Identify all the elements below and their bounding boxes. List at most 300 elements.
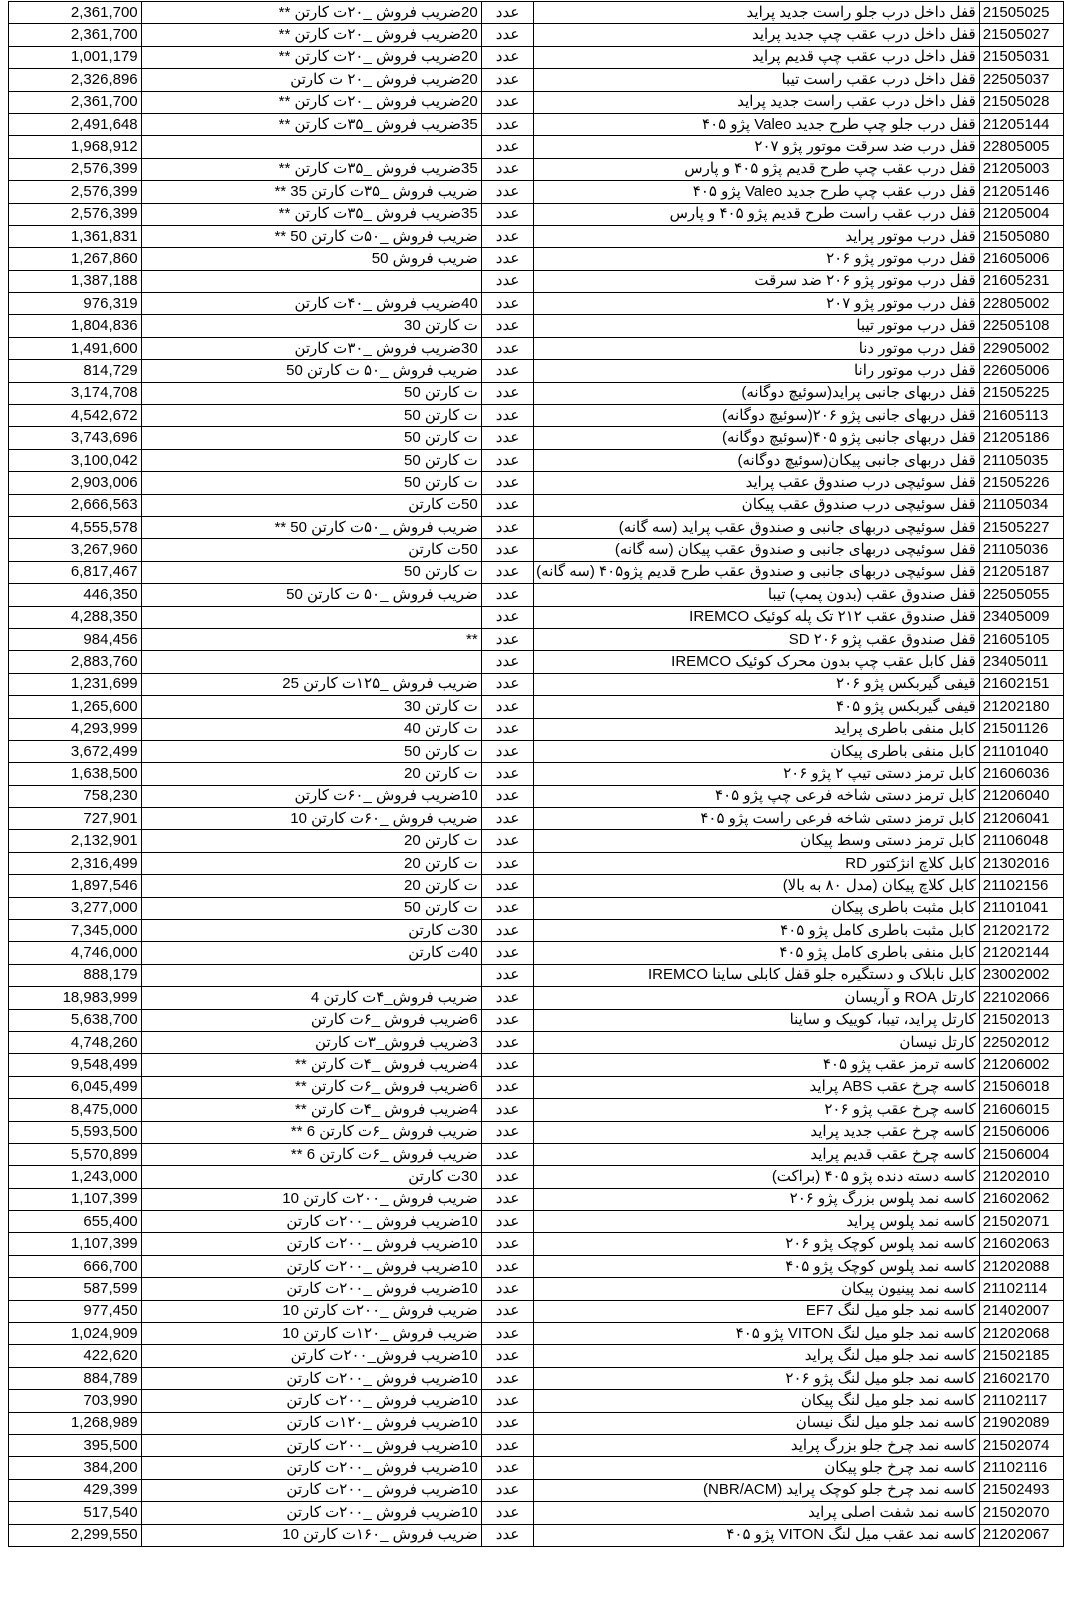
item-code-cell: 21602170 (979, 1367, 1063, 1389)
item-name-cell: قفل دربهای جانبی پژو ۴۰۵(سوئیچ دوگانه) (534, 427, 979, 449)
item-name-cell: قفل داخل درب جلو راست جدید پراید (534, 2, 979, 24)
item-name-cell: قفل دربهای جانبی پژو ۲۰۶(سوئیچ دوگانه) (534, 405, 979, 427)
item-name-cell: کابل ترمز دستی شاخه فرعی چپ پژو ۴۰۵ (534, 785, 979, 807)
item-code-cell: 21206002 (979, 1054, 1063, 1076)
unit-cell: عدد (481, 1390, 534, 1412)
price-cell: 1,387,188 (9, 270, 142, 292)
note-cell: 10ضریب فروش _۲۰۰ت کارتن (141, 1457, 481, 1479)
price-cell: 2,361,700 (9, 91, 142, 113)
table-row (9, 516, 1064, 538)
item-code-cell: 21605113 (979, 405, 1063, 427)
price-cell: 4,555,578 (9, 516, 142, 538)
price-cell: 814,729 (9, 360, 142, 382)
note-cell: ضریب فروش _۱۲۵ت کارتن 25 (141, 673, 481, 695)
item-code-cell: 21105036 (979, 539, 1063, 561)
price-cell: 1,968,912 (9, 136, 142, 158)
unit-cell: عدد (481, 516, 534, 538)
unit-cell: عدد (481, 1054, 534, 1076)
note-cell: 30ضریب فروش _۳۰ت کارتن (141, 337, 481, 359)
unit-cell: عدد (481, 830, 534, 852)
table-row (9, 494, 1064, 516)
table-row (9, 830, 1064, 852)
price-cell: 4,288,350 (9, 606, 142, 628)
unit-cell: عدد (481, 1099, 534, 1121)
unit-cell: عدد (481, 651, 534, 673)
item-name-cell: قفل صندوق عقب (بدون پمپ) تیبا (534, 584, 979, 606)
item-code-cell: 21202068 (979, 1323, 1063, 1345)
unit-cell: عدد (481, 539, 534, 561)
price-cell: 395,500 (9, 1435, 142, 1457)
item-code-cell: 21602151 (979, 673, 1063, 695)
unit-cell: عدد (481, 1143, 534, 1165)
note-cell: ت کارتن 50 (141, 382, 481, 404)
price-list-body (9, 2, 1064, 1547)
unit-cell: عدد (481, 360, 534, 382)
item-code-cell: 21502493 (979, 1479, 1063, 1501)
price-cell: 1,638,500 (9, 763, 142, 785)
price-cell: 9,548,499 (9, 1054, 142, 1076)
table-row (9, 181, 1064, 203)
item-code-cell: 21101041 (979, 897, 1063, 919)
note-cell: 10ضریب فروش _۲۰۰ت کارتن (141, 1390, 481, 1412)
item-code-cell: 21105035 (979, 449, 1063, 471)
price-cell: 1,243,000 (9, 1166, 142, 1188)
note-cell: 3ضریب فروش_۳ت کارتن (141, 1031, 481, 1053)
price-cell: 1,804,836 (9, 315, 142, 337)
item-name-cell: قفل داخل درب عقب چپ قدیم پراید (534, 46, 979, 68)
unit-cell: عدد (481, 808, 534, 830)
price-cell: 2,132,901 (9, 830, 142, 852)
item-code-cell: 21501126 (979, 718, 1063, 740)
unit-cell: عدد (481, 852, 534, 874)
price-list-table (8, 1, 1064, 1547)
note-cell: ضریب فروش _۳۵ت کارتن 35 ** (141, 181, 481, 203)
item-name-cell: کاسه نمد پینیون پیکان (534, 1278, 979, 1300)
table-row (9, 293, 1064, 315)
item-code-cell: 21502074 (979, 1435, 1063, 1457)
table-row (9, 472, 1064, 494)
price-cell: 2,883,760 (9, 651, 142, 673)
unit-cell: عدد (481, 1076, 534, 1098)
table-row (9, 696, 1064, 718)
unit-cell: عدد (481, 1300, 534, 1322)
unit-cell: عدد (481, 1345, 534, 1367)
unit-cell: عدد (481, 494, 534, 516)
item-name-cell: قفل درب موتور رانا (534, 360, 979, 382)
unit-cell: عدد (481, 696, 534, 718)
item-name-cell: قفل سوئیچی درب صندوق عقب پراید (534, 472, 979, 494)
item-name-cell: کابل مثبت باطری پیکان (534, 897, 979, 919)
unit-cell: عدد (481, 1031, 534, 1053)
item-name-cell: کابل ترمز دستی وسط پیکان (534, 830, 979, 852)
item-code-cell: 21105034 (979, 494, 1063, 516)
table-row (9, 449, 1064, 471)
note-cell: ضریب فروش _۵۰ ت کارتن 50 (141, 584, 481, 606)
note-cell (141, 964, 481, 986)
item-name-cell: قفل درب موتور دنا (534, 337, 979, 359)
price-cell: 1,265,600 (9, 696, 142, 718)
item-code-cell: 21506004 (979, 1143, 1063, 1165)
item-code-cell: 21206041 (979, 808, 1063, 830)
item-name-cell: کابل نابلاک و دستگیره جلو قفل کابلی ساینا IREMCO (534, 964, 979, 986)
item-name-cell: کاسه نمد جلو میل لنگ EF7 (534, 1300, 979, 1322)
note-cell: ضریب فروش_۴ت کارتن 4 (141, 987, 481, 1009)
item-name-cell: قفل داخل درب عقب راست تیبا (534, 69, 979, 91)
unit-cell: عدد (481, 405, 534, 427)
item-name-cell: کاسه نمد چرخ جلو پیکان (534, 1457, 979, 1479)
table-row (9, 203, 1064, 225)
item-name-cell: کاسه نمد جلو میل لنگ VITON پژو ۴۰۵ (534, 1323, 979, 1345)
table-row (9, 1211, 1064, 1233)
price-cell: 2,361,700 (9, 24, 142, 46)
price-cell: 1,897,546 (9, 875, 142, 897)
unit-cell: عدد (481, 69, 534, 91)
price-cell: 2,361,700 (9, 2, 142, 24)
table-row (9, 1054, 1064, 1076)
table-row (9, 561, 1064, 583)
price-cell: 7,345,000 (9, 920, 142, 942)
item-code-cell: 21505028 (979, 91, 1063, 113)
table-row (9, 785, 1064, 807)
item-name-cell: کاسه نمد شفت اصلی پراید (534, 1502, 979, 1524)
note-cell: 30ت کارتن (141, 1166, 481, 1188)
unit-cell: عدد (481, 1457, 534, 1479)
unit-cell: عدد (481, 248, 534, 270)
unit-cell: عدد (481, 91, 534, 113)
unit-cell: عدد (481, 964, 534, 986)
note-cell: ت کارتن 50 (141, 405, 481, 427)
unit-cell: عدد (481, 987, 534, 1009)
table-row (9, 270, 1064, 292)
table-row (9, 1367, 1064, 1389)
price-cell: 2,576,399 (9, 158, 142, 180)
price-cell: 1,024,909 (9, 1323, 142, 1345)
item-name-cell: قفل سوئیچی درب صندوق عقب پیکان (534, 494, 979, 516)
item-name-cell: کاسه نمد جلو میل لنگ نیسان (534, 1412, 979, 1434)
item-code-cell: 21205004 (979, 203, 1063, 225)
table-row (9, 24, 1064, 46)
table-row (9, 1300, 1064, 1322)
note-cell: ت کارتن 50 (141, 897, 481, 919)
price-cell: 1,268,989 (9, 1412, 142, 1434)
table-row (9, 1255, 1064, 1277)
note-cell: ت کارتن 50 (141, 740, 481, 762)
item-name-cell: کاسه دسته دنده پژو ۴۰۵ (براکت) (534, 1166, 979, 1188)
price-cell: 517,540 (9, 1502, 142, 1524)
price-cell: 984,456 (9, 628, 142, 650)
item-code-cell: 21205186 (979, 427, 1063, 449)
item-code-cell: 21106048 (979, 830, 1063, 852)
unit-cell: عدد (481, 1502, 534, 1524)
item-code-cell: 21506006 (979, 1121, 1063, 1143)
price-cell: 6,045,499 (9, 1076, 142, 1098)
item-name-cell: قفل درب موتور تیبا (534, 315, 979, 337)
table-row (9, 315, 1064, 337)
item-name-cell: کابل کلاچ انژکتور RD (534, 852, 979, 874)
table-row (9, 136, 1064, 158)
item-code-cell: 21605006 (979, 248, 1063, 270)
price-cell: 977,450 (9, 1300, 142, 1322)
price-cell: 4,293,999 (9, 718, 142, 740)
table-row (9, 69, 1064, 91)
unit-cell: عدد (481, 2, 534, 24)
unit-cell: عدد (481, 203, 534, 225)
unit-cell: عدد (481, 427, 534, 449)
item-code-cell: 22505055 (979, 584, 1063, 606)
item-name-cell: کاسه نمد پلوس کوچک پژو ۲۰۶ (534, 1233, 979, 1255)
item-code-cell: 21205187 (979, 561, 1063, 583)
unit-cell: عدد (481, 1412, 534, 1434)
table-row (9, 852, 1064, 874)
unit-cell: عدد (481, 315, 534, 337)
price-cell: 446,350 (9, 584, 142, 606)
unit-cell: عدد (481, 897, 534, 919)
item-code-cell: 21502185 (979, 1345, 1063, 1367)
unit-cell: عدد (481, 875, 534, 897)
note-cell: 4ضریب فروش _۴ت کارتن ** (141, 1054, 481, 1076)
item-code-cell: 21202144 (979, 942, 1063, 964)
item-code-cell: 23405009 (979, 606, 1063, 628)
item-name-cell: قفل کابل عقب چپ بدون محرک کوئیک IREMCO (534, 651, 979, 673)
unit-cell: عدد (481, 1166, 534, 1188)
note-cell: ت کارتن 30 (141, 315, 481, 337)
item-code-cell: 21102156 (979, 875, 1063, 897)
item-name-cell: کابل منفی باطری پراید (534, 718, 979, 740)
price-cell: 2,299,550 (9, 1524, 142, 1546)
unit-cell: عدد (481, 942, 534, 964)
item-code-cell: 23405011 (979, 651, 1063, 673)
item-name-cell: قفل درب جلو چپ طرح جدید Valeo پژو ۴۰۵ (534, 113, 979, 135)
unit-cell: عدد (481, 472, 534, 494)
note-cell: 35ضریب فروش _۳۵ت کارتن ** (141, 203, 481, 225)
unit-cell: عدد (481, 1435, 534, 1457)
note-cell: 10ضریب فروش _۲۰۰ت کارتن (141, 1211, 481, 1233)
unit-cell: عدد (481, 1323, 534, 1345)
item-code-cell: 21505080 (979, 225, 1063, 247)
note-cell: ضریب فروش _۱۶۰ت کارتن 10 (141, 1524, 481, 1546)
note-cell: 20ضریب فروش _۲۰ت کارتن ** (141, 46, 481, 68)
item-name-cell: کاسه چرخ عقب ABS پراید (534, 1076, 979, 1098)
price-cell: 4,542,672 (9, 405, 142, 427)
item-name-cell: کابل ترمز دستی شاخه فرعی راست پژو ۴۰۵ (534, 808, 979, 830)
item-name-cell: کاسه نمد عقب میل لنگ VITON پژو ۴۰۵ (534, 1524, 979, 1546)
item-name-cell: قفل دربهای جانبی پیکان(سوئیچ دوگانه) (534, 449, 979, 471)
table-row (9, 897, 1064, 919)
note-cell (141, 651, 481, 673)
price-cell: 3,277,000 (9, 897, 142, 919)
item-name-cell: قفل صندوق عقب پژو ۲۰۶ SD (534, 628, 979, 650)
unit-cell: عدد (481, 1524, 534, 1546)
unit-cell: عدد (481, 673, 534, 695)
item-code-cell: 22905002 (979, 337, 1063, 359)
price-cell: 2,903,006 (9, 472, 142, 494)
note-cell: ت کارتن 20 (141, 852, 481, 874)
table-row (9, 920, 1064, 942)
item-code-cell: 21502070 (979, 1502, 1063, 1524)
table-row (9, 1278, 1064, 1300)
table-row (9, 1166, 1064, 1188)
table-row (9, 964, 1064, 986)
note-cell: 35ضریب فروش _۳۵ت کارتن ** (141, 158, 481, 180)
note-cell: 10ضریب فروش _۲۰۰ت کارتن (141, 1278, 481, 1300)
price-cell: 5,570,899 (9, 1143, 142, 1165)
note-cell: ت کارتن 20 (141, 875, 481, 897)
unit-cell: عدد (481, 1211, 534, 1233)
note-cell: 10ضریب فروش _۶۰ت کارتن (141, 785, 481, 807)
note-cell: ت کارتن 50 (141, 449, 481, 471)
item-code-cell: 21205146 (979, 181, 1063, 203)
item-code-cell: 21505226 (979, 472, 1063, 494)
item-name-cell: کاسه چرخ عقب قدیم پراید (534, 1143, 979, 1165)
note-cell: ت کارتن 50 (141, 427, 481, 449)
item-code-cell: 21902089 (979, 1412, 1063, 1434)
table-row (9, 1390, 1064, 1412)
item-code-cell: 23002002 (979, 964, 1063, 986)
price-cell: 4,746,000 (9, 942, 142, 964)
price-cell: 2,326,896 (9, 69, 142, 91)
item-name-cell: قفل درب موتور پژو ۲۰۶ ضد سرقت (534, 270, 979, 292)
price-cell: 666,700 (9, 1255, 142, 1277)
table-row (9, 1076, 1064, 1098)
item-code-cell: 21102117 (979, 1390, 1063, 1412)
unit-cell: عدد (481, 763, 534, 785)
unit-cell: عدد (481, 337, 534, 359)
note-cell: 10ضریب فروش _۱۲۰ت کارتن (141, 1412, 481, 1434)
unit-cell: عدد (481, 382, 534, 404)
item-name-cell: قیفی گیربکس پژو ۲۰۶ (534, 673, 979, 695)
price-cell: 3,174,708 (9, 382, 142, 404)
note-cell: ضریب فروش _۵۰ ت کارتن 50 (141, 360, 481, 382)
price-cell: 703,990 (9, 1390, 142, 1412)
price-cell: 758,230 (9, 785, 142, 807)
note-cell (141, 136, 481, 158)
note-cell: ** (141, 628, 481, 650)
note-cell: 20ضریب فروش _۲۰ ت کارتن (141, 69, 481, 91)
table-row (9, 651, 1064, 673)
unit-cell: عدد (481, 606, 534, 628)
note-cell: ضریب فروش _۵۰ت کارتن 50 ** (141, 516, 481, 538)
item-name-cell: کارتل نیسان (534, 1031, 979, 1053)
item-name-cell: قفل سوئیچی دربهای جانبی و صندوق عقب پیکان (سه گانه) (534, 539, 979, 561)
table-row (9, 584, 1064, 606)
table-row (9, 1457, 1064, 1479)
unit-cell: عدد (481, 225, 534, 247)
item-name-cell: کاسه چرخ عقب جدید پراید (534, 1121, 979, 1143)
item-name-cell: قفل درب موتور پژو ۲۰۶ (534, 248, 979, 270)
unit-cell: عدد (481, 181, 534, 203)
note-cell: 6ضریب فروش _۶ت کارتن ** (141, 1076, 481, 1098)
note-cell: ضریب فروش _۶ت کارتن 6 ** (141, 1143, 481, 1165)
price-cell: 3,743,696 (9, 427, 142, 449)
price-cell: 655,400 (9, 1211, 142, 1233)
price-cell: 884,789 (9, 1367, 142, 1389)
price-cell: 976,319 (9, 293, 142, 315)
item-code-cell: 21505225 (979, 382, 1063, 404)
item-code-cell: 21202088 (979, 1255, 1063, 1277)
price-cell: 384,200 (9, 1457, 142, 1479)
table-row (9, 46, 1064, 68)
item-code-cell: 21202067 (979, 1524, 1063, 1546)
table-row (9, 225, 1064, 247)
price-cell: 1,491,600 (9, 337, 142, 359)
table-row (9, 1435, 1064, 1457)
item-name-cell: کاسه نمد جلو میل لنگ پیکان (534, 1390, 979, 1412)
table-row (9, 673, 1064, 695)
note-cell: 10ضریب فروش _۲۰۰ت کارتن (141, 1435, 481, 1457)
table-row (9, 1479, 1064, 1501)
note-cell: ت کارتن 20 (141, 830, 481, 852)
table-row (9, 1524, 1064, 1546)
note-cell: ضریب فروش _۲۰۰ت کارتن 10 (141, 1188, 481, 1210)
table-row (9, 1233, 1064, 1255)
note-cell: 20ضریب فروش _۲۰ت کارتن ** (141, 24, 481, 46)
item-code-cell: 22805005 (979, 136, 1063, 158)
table-row (9, 1143, 1064, 1165)
note-cell: 10ضریب فروش _۲۰۰ت کارتن (141, 1233, 481, 1255)
price-cell: 3,672,499 (9, 740, 142, 762)
price-cell: 2,666,563 (9, 494, 142, 516)
note-cell: ت کارتن 50 (141, 472, 481, 494)
price-cell: 422,620 (9, 1345, 142, 1367)
note-cell: ضریب فروش _۶ت کارتن 6 ** (141, 1121, 481, 1143)
item-code-cell: 21505027 (979, 24, 1063, 46)
item-name-cell: کاسه نمد پلوس بزرگ پژو ۲۰۶ (534, 1188, 979, 1210)
note-cell: 20ضریب فروش _۲۰ت کارتن ** (141, 91, 481, 113)
table-row (9, 1188, 1064, 1210)
table-row (9, 875, 1064, 897)
item-code-cell: 21205144 (979, 113, 1063, 135)
note-cell: 40ت کارتن (141, 942, 481, 964)
unit-cell: عدد (481, 270, 534, 292)
price-cell: 1,361,831 (9, 225, 142, 247)
table-row (9, 718, 1064, 740)
note-cell: ضریب فروش _۱۲۰ت کارتن 10 (141, 1323, 481, 1345)
unit-cell: عدد (481, 158, 534, 180)
unit-cell: عدد (481, 1233, 534, 1255)
item-name-cell: کابل منفی باطری کامل پژو ۴۰۵ (534, 942, 979, 964)
note-cell: 10ضریب فروش _۲۰۰ت کارتن (141, 1255, 481, 1277)
table-row (9, 248, 1064, 270)
table-row (9, 1502, 1064, 1524)
table-row (9, 405, 1064, 427)
item-name-cell: کابل مثبت باطری کامل پژو ۴۰۵ (534, 920, 979, 942)
table-row (9, 158, 1064, 180)
table-row (9, 427, 1064, 449)
unit-cell: عدد (481, 24, 534, 46)
table-row (9, 91, 1064, 113)
price-cell: 18,983,999 (9, 987, 142, 1009)
price-cell: 1,107,399 (9, 1188, 142, 1210)
item-code-cell: 21206040 (979, 785, 1063, 807)
item-code-cell: 21606015 (979, 1099, 1063, 1121)
item-name-cell: قفل درب موتور پراید (534, 225, 979, 247)
price-cell: 888,179 (9, 964, 142, 986)
table-row (9, 539, 1064, 561)
price-cell: 1,231,699 (9, 673, 142, 695)
unit-cell: عدد (481, 628, 534, 650)
unit-cell: عدد (481, 920, 534, 942)
note-cell: 20ضریب فروش _۲۰ت کارتن ** (141, 2, 481, 24)
item-code-cell: 21205003 (979, 158, 1063, 180)
table-row (9, 628, 1064, 650)
price-cell: 5,593,500 (9, 1121, 142, 1143)
price-cell: 1,001,179 (9, 46, 142, 68)
unit-cell: عدد (481, 561, 534, 583)
table-row (9, 1009, 1064, 1031)
item-code-cell: 21202172 (979, 920, 1063, 942)
item-code-cell: 22502012 (979, 1031, 1063, 1053)
unit-cell: عدد (481, 449, 534, 471)
